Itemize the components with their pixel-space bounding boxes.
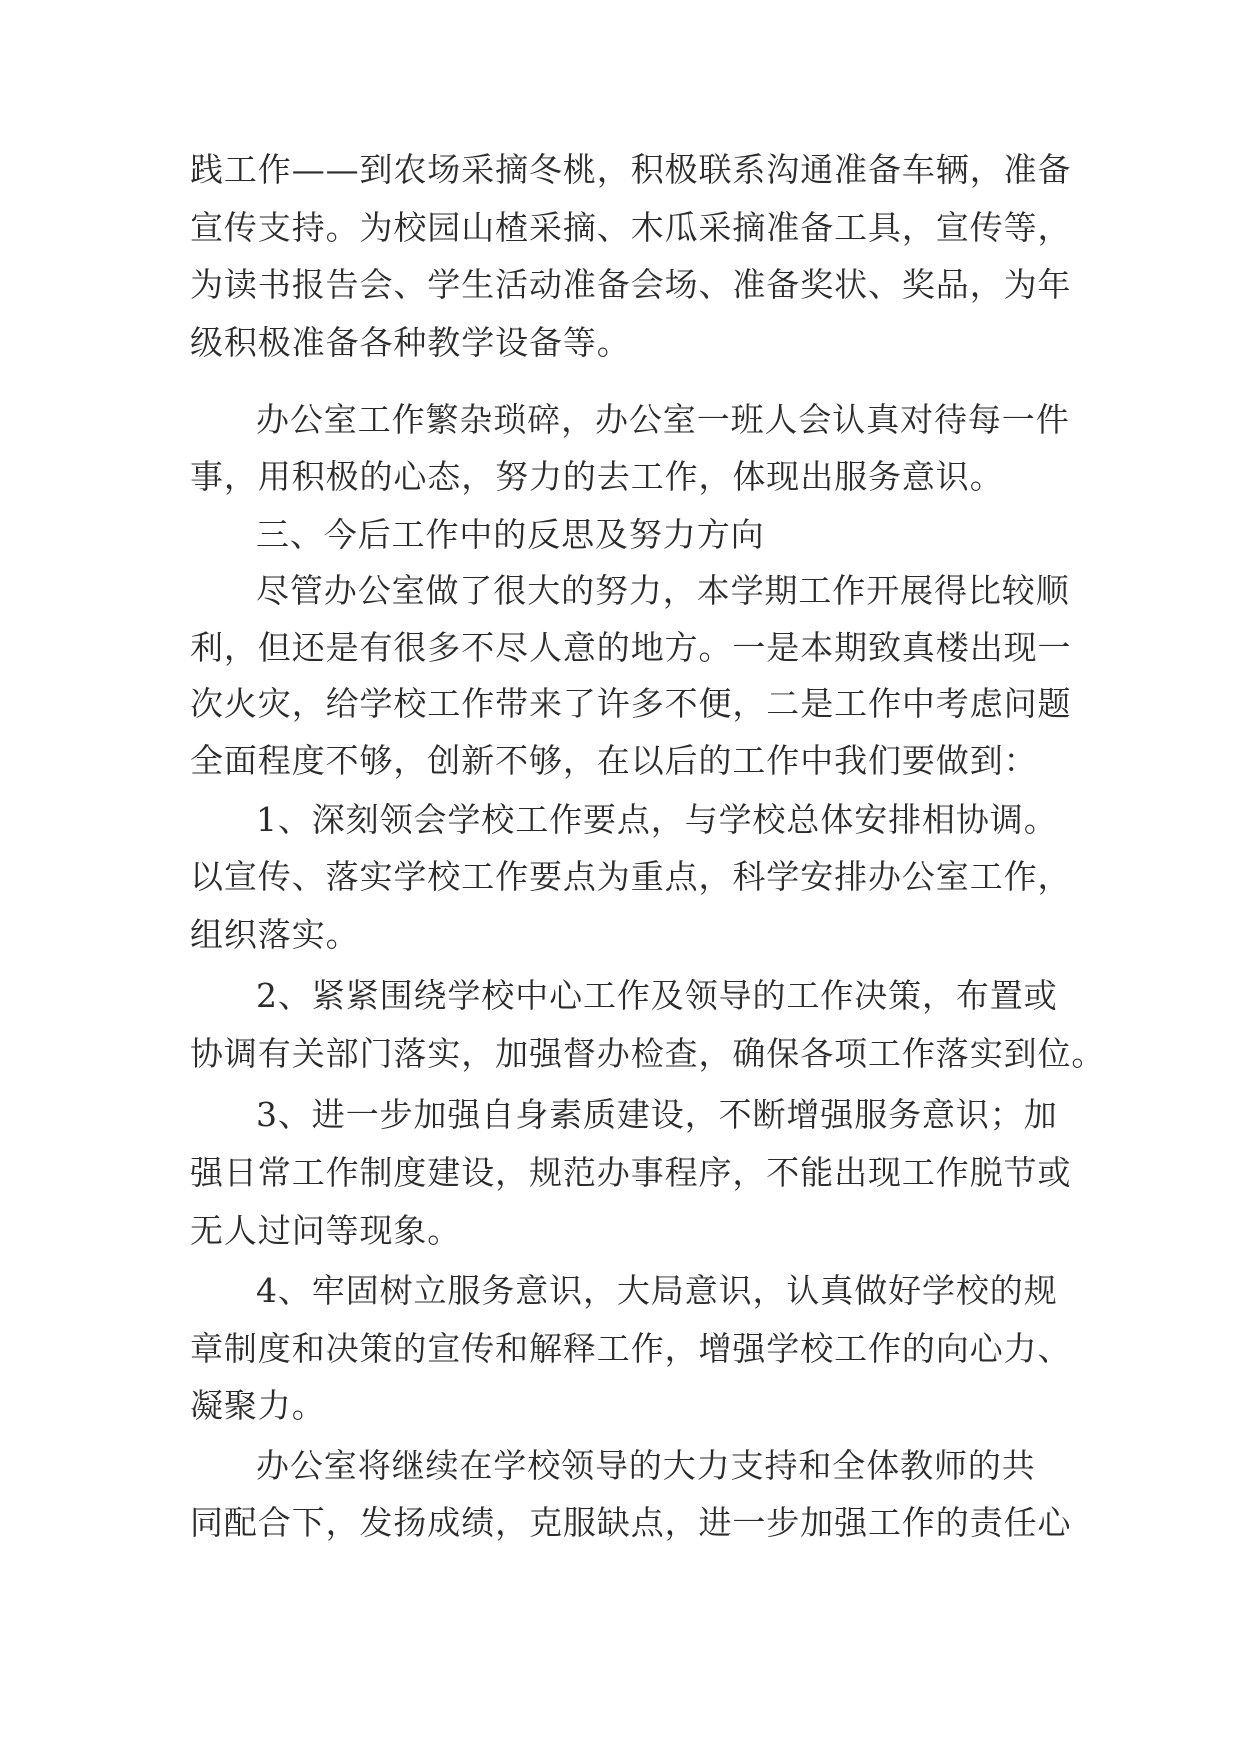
text-line: 组织落实。 — [190, 915, 360, 954]
text-line: 为读书报告会、学生活动准备会场、准备奖状、奖品，为年 — [190, 265, 1072, 304]
text-line: 次火灾，给学校工作带来了许多不便，二是工作中考虑问题 — [190, 684, 1072, 723]
text-line: 办公室将继续在学校领导的大力支持和全体教师的共 — [256, 1446, 1036, 1485]
text-line: 宣传支持。为校园山楂采摘、木瓜采摘准备工具，宣传等， — [190, 208, 1072, 247]
text-line: 级积极准备各种教学设备等。 — [190, 323, 631, 362]
section-heading: 三、今后工作中的反思及努力方向 — [256, 515, 765, 554]
text-line: 无人过问等现象。 — [190, 1211, 462, 1250]
text-line: 强日常工作制度建设，规范办事程序，不能出现工作脱节或 — [190, 1153, 1072, 1192]
list-item: 4、牢固树立服务意识，大局意识，认真做好学校的规 — [256, 1271, 1058, 1310]
list-item: 3、进一步加强自身素质建设，不断增强服务意识；加 — [256, 1095, 1058, 1134]
text-line: 尽管办公室做了很大的努力，本学期工作开展得比较顺 — [256, 571, 1070, 610]
text-line: 践工作——到农场采摘冬桃，积极联系沟通准备车辆，准备 — [190, 150, 1072, 189]
text-line: 全面程度不够，创新不够，在以后的工作中我们要做到： — [190, 741, 1038, 780]
text-line: 利，但还是有很多不尽人意的地方。一是本期致真楼出现一 — [190, 628, 1072, 667]
text-line: 凝聚力。 — [190, 1386, 326, 1425]
list-item: 1、深刻领会学校工作要点，与学校总体安排相协调。 — [256, 800, 1058, 839]
text-line: 协调有关部门落实，加强督办检查，确保各项工作落实到位。 — [190, 1034, 1106, 1073]
text-line: 以宣传、落实学校工作要点为重点，科学安排办公室工作， — [190, 857, 1072, 896]
list-item: 2、紧紧围绕学校中心工作及领导的工作决策，布置或 — [256, 976, 1058, 1015]
text-line: 办公室工作繁杂琐碎，办公室一班人会认真对待每一件 — [256, 400, 1070, 439]
text-line: 章制度和决策的宣传和解释工作，增强学校工作的向心力、 — [190, 1329, 1072, 1368]
text-line: 事，用积极的心态，努力的去工作，体现出服务意识。 — [190, 457, 1004, 496]
text-line: 同配合下，发扬成绩，克服缺点，进一步加强工作的责任心 — [190, 1503, 1072, 1542]
